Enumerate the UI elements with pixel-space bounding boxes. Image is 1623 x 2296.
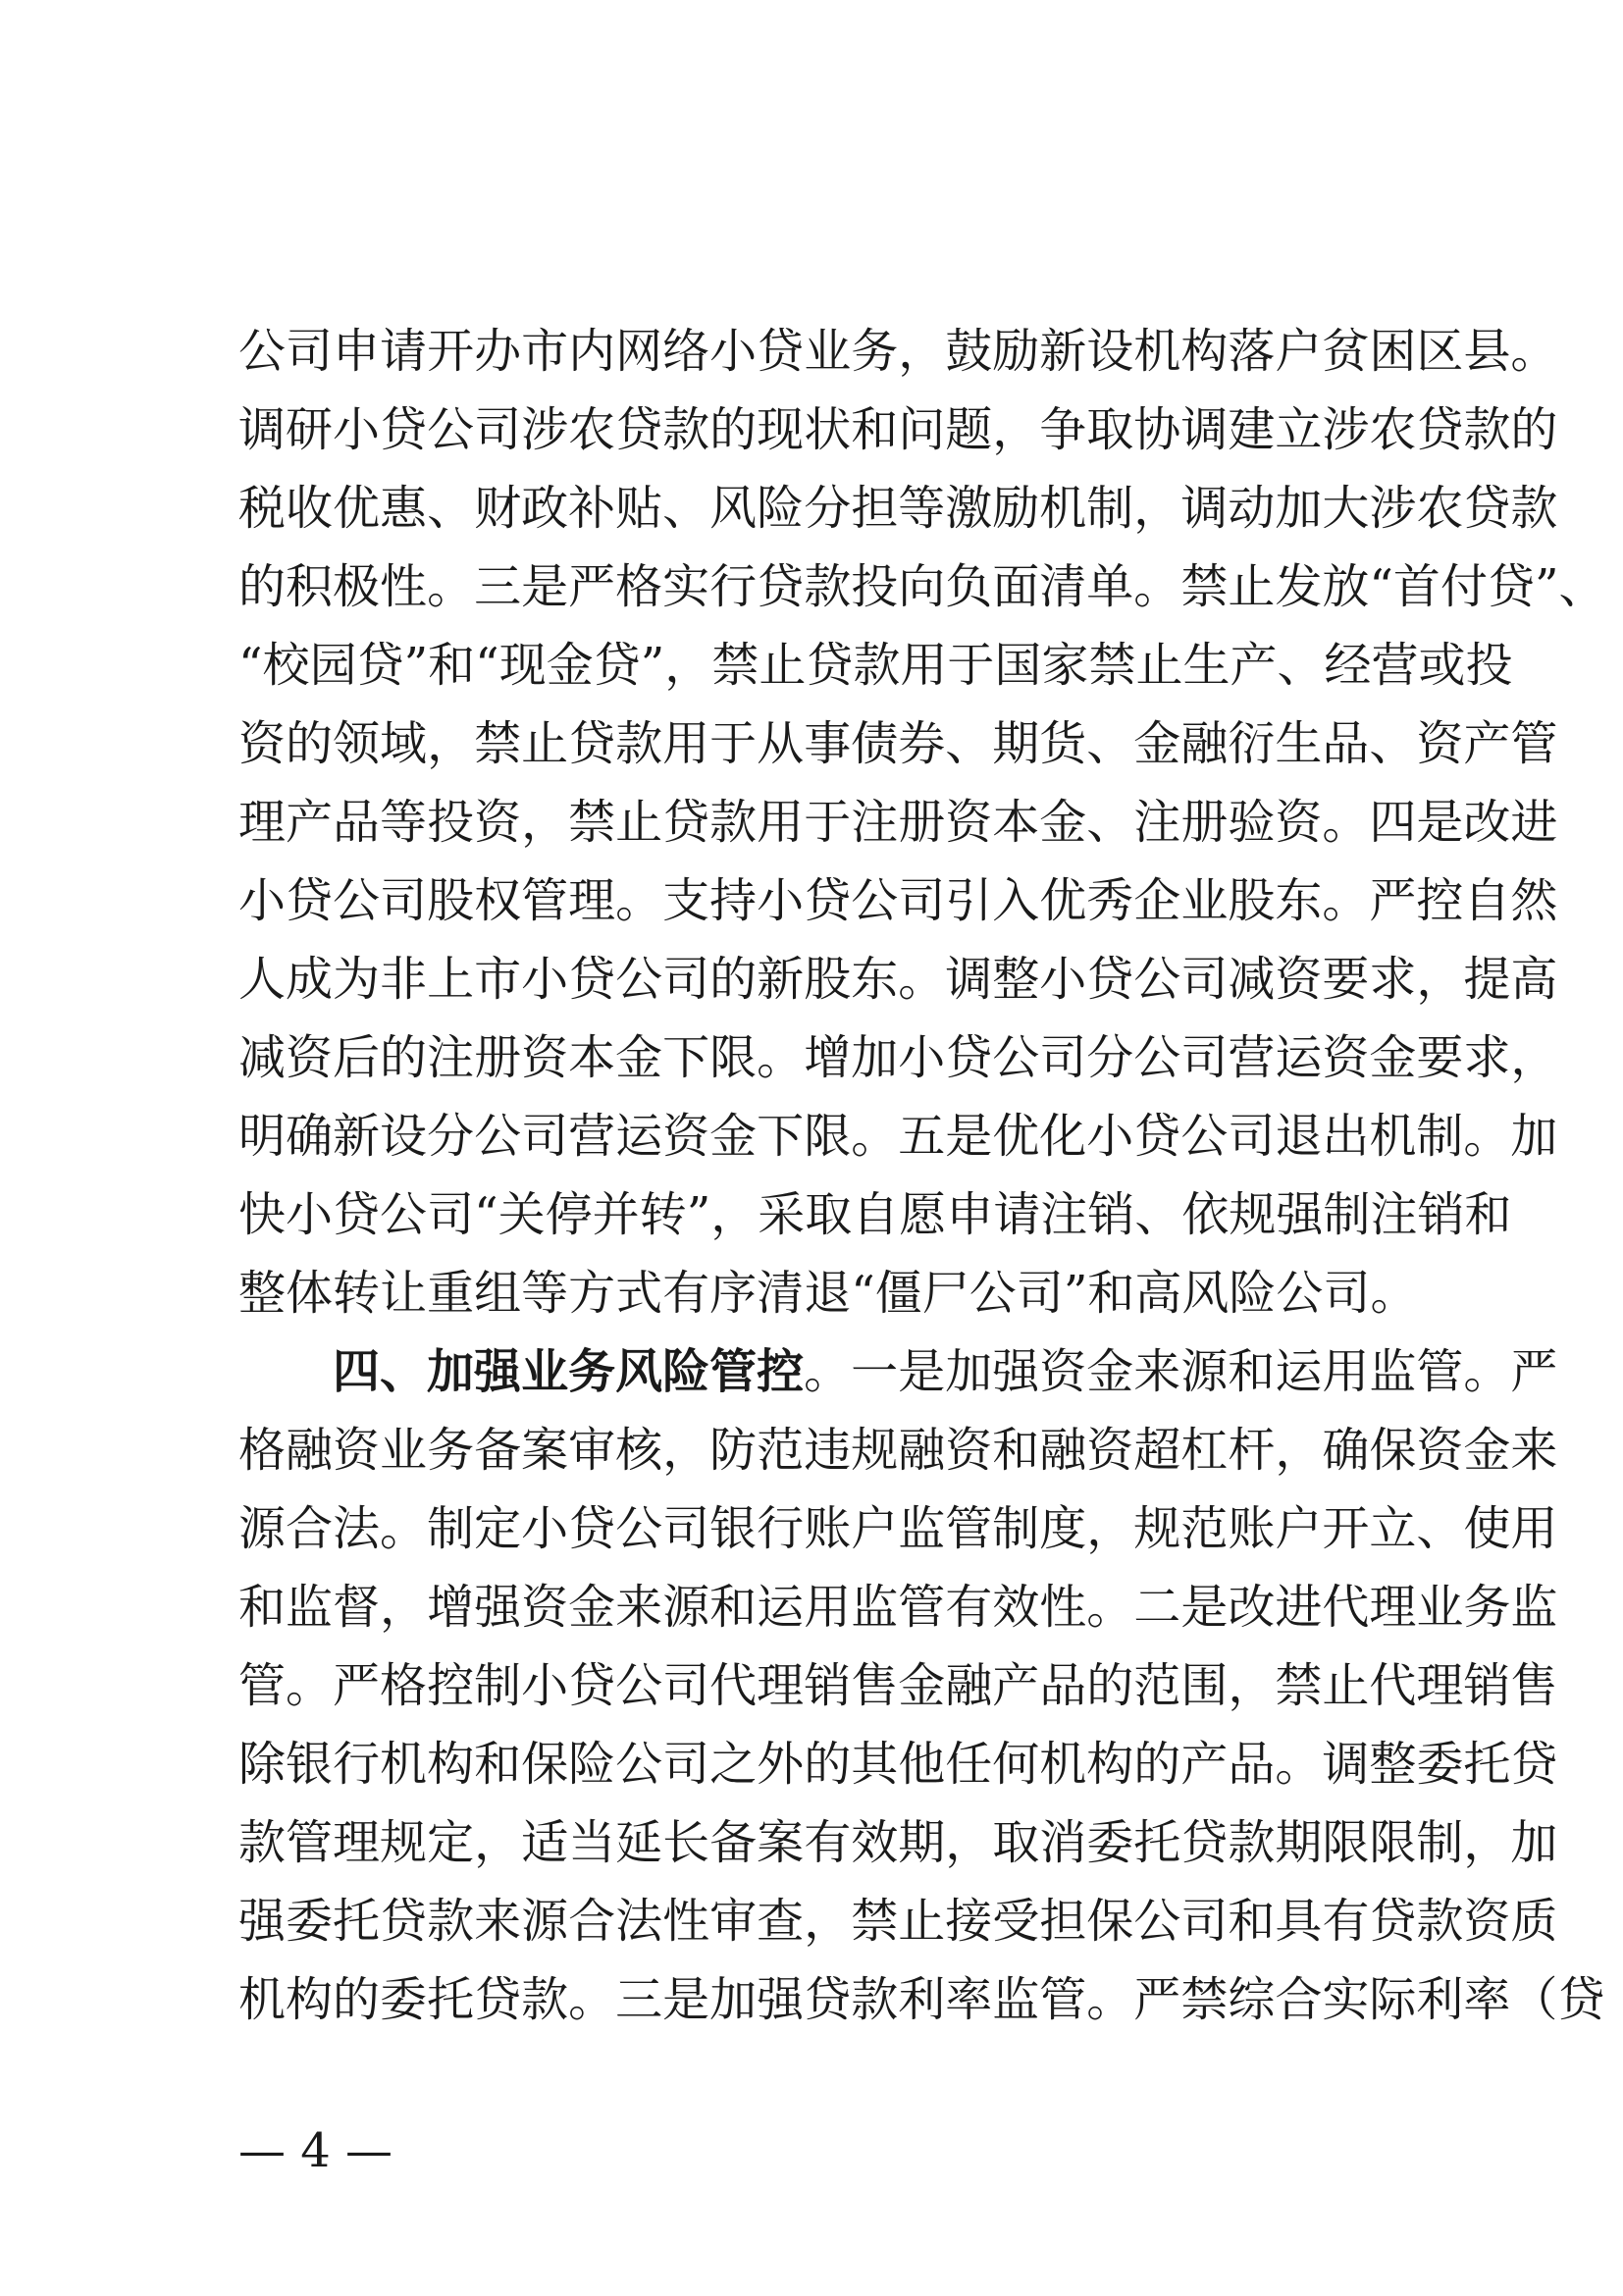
text-line: 减 资 后 的 注 册 资 本 金 下 限 。 增 加 小 贷 公 司 分 公 司 营 运 资 金 要 求 ， (238, 1030, 1558, 1085)
text-line: “ 校 园 贷 ” 和 “ 现 金 贷 ” ， 禁 止 贷 款 用 于 国 家 禁 止 生 产 、 经 营 或 投 (238, 638, 1513, 693)
page-number: — 4 — (238, 2123, 393, 2178)
text-line: 和 监 督 ， 增 强 资 金 来 源 和 运 用 监 管 有 效 性 。 二 是 改 进 代 理 业 务 监 (238, 1580, 1558, 1635)
text-line: 格 融 资 业 务 备 案 审 核 ， 防 范 违 规 融 资 和 融 资 超 杠 杆 ， 确 保 资 金 来 (238, 1423, 1558, 1478)
text-line: 源 合 法 。 制 定 小 贷 公 司 银 行 账 户 监 管 制 度 ， 规 范 账 户 开 立 、 使 用 (238, 1501, 1558, 1556)
text-line: 四 、 加 强 业 务 风 险 管 控 。 一 是 加 强 资 金 来 源 和 运 用 监 管 。 严 (238, 1332, 1416, 1411)
text-line: 小 贷 公 司 股 权 管 理 。 支 持 小 贷 公 司 引 入 优 秀 企 业 股 东 。 严 控 自 然 (238, 873, 1558, 928)
section-heading: 四 、 加 强 业 务 风 险 管 控 (333, 1344, 805, 1399)
paragraph-1 (238, 312, 1606, 1332)
text-line: 资 的 领 域 ， 禁 止 贷 款 用 于 从 事 债 券 、 期 货 、 金 融 衍 生 品 、 资 产 管 (238, 716, 1558, 771)
text-line: 调 研 小 贷 公 司 涉 农 贷 款 的 现 状 和 问 题 ， 争 取 协 调 建 立 涉 农 贷 款 的 (238, 402, 1558, 457)
text-line: 快 小 贷 公 司 “ 关 停 并 转 ” ， 采 取 自 愿 申 请 注 销 、 依 规 强 制 注 销 和 (238, 1187, 1512, 1242)
text-line: 人 成 为 非 上 市 小 贷 公 司 的 新 股 东 。 调 整 小 贷 公 司 减 资 要 求 ， 提 高 (238, 952, 1558, 1007)
text-line: 强 委 托 贷 款 来 源 合 法 性 审 查 ， 禁 止 接 受 担 保 公 司 和 具 有 贷 款 资 质 (238, 1894, 1558, 1949)
text-line: 明 确 新 设 分 公 司 营 运 资 金 下 限 。 五 是 优 化 小 贷 公 司 退 出 机 制 。 加 (238, 1109, 1558, 1164)
text-line: 公 司 申 请 开 办 市 内 网 络 小 贷 业 务 ， 鼓 励 新 设 机 构 落 户 贫 困 区 县 。 (238, 324, 1558, 379)
text-line: 除 银 行 机 构 和 保 险 公 司 之 外 的 其 他 任 何 机 构 的 产 品 。 调 整 委 托 贷 (238, 1737, 1558, 1792)
text-line: 的 积 极 性 。 三 是 严 格 实 行 贷 款 投 向 负 面 清 单 。 禁 止 发 放 “ 首 付 贷 ” 、 (238, 559, 1606, 614)
text-line: 管 。 严 格 控 制 小 贷 公 司 代 理 销 售 金 融 产 品 的 范 围 ， 禁 止 代 理 销 售 (238, 1658, 1558, 1713)
text-line: 款 管 理 规 定 ， 适 当 延 长 备 案 有 效 期 ， 取 消 委 托 贷 款 期 限 限 制 ， 加 (238, 1815, 1558, 1870)
text-line: 机 构 的 委 托 贷 款 。 三 是 加 强 贷 款 利 率 监 管 。 严 禁 综 合 实 际 利 率 （ 贷 (238, 1972, 1605, 2027)
text-line: 整 体 转 让 重 组 等 方 式 有 序 清 退 “ 僵 尸 公 司 ” 和 高 风 险 公 司 。 (238, 1266, 1418, 1321)
text-line: 理 产 品 等 投 资 ， 禁 止 贷 款 用 于 注 册 资 本 金 、 注 册 验 资 。 四 是 改 进 (238, 795, 1558, 850)
text-line: 税 收 优 惠 、 财 政 补 贴 、 风 险 分 担 等 激 励 机 制 ， 调 动 加 大 涉 农 贷 款 (238, 481, 1558, 536)
paragraph-2 (238, 1332, 1605, 2039)
body-text (238, 312, 1606, 2039)
